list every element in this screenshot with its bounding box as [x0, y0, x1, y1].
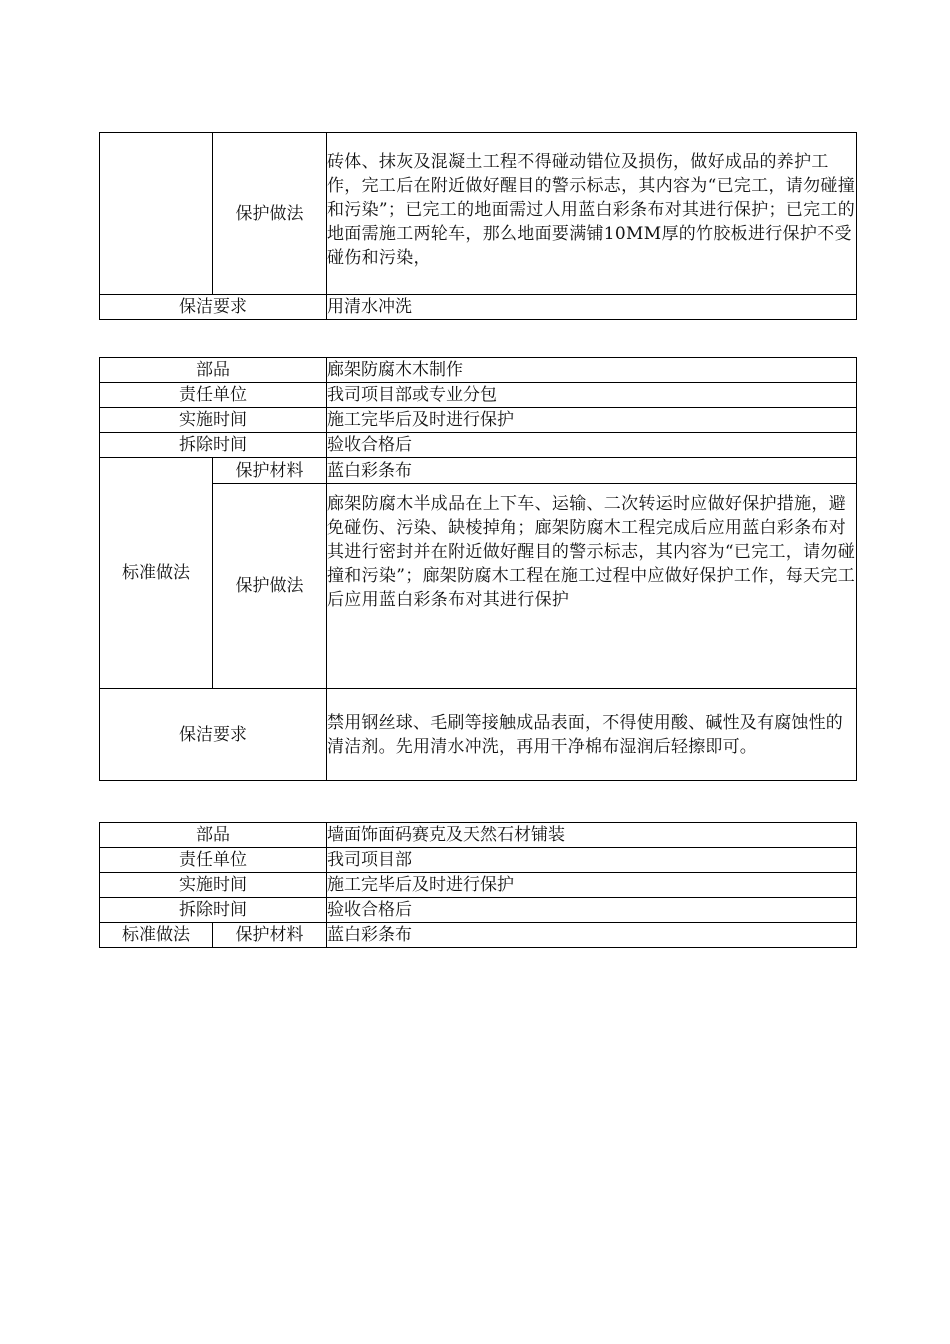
table-row — [100, 923, 857, 948]
table-row — [100, 383, 857, 408]
table-row — [100, 433, 857, 458]
item-value: 廊架防腐木木制作 — [327, 358, 857, 383]
table-row — [100, 848, 857, 873]
protection-method-text: 砖体、抹灰及混凝土工程不得碰动错位及损伤，做好成品的养护工作，完工后在附近做好醒目的警示标志，其内容为“已完工，请勿碰撞和污染”；已完工的地面需过人用蓝白彩条布对其进行保护；已完工的地面需施工两轮车，那么地面要满铺10MM厚的竹胶板进行保护不受碰伤和污染， — [327, 133, 857, 295]
table-row — [100, 689, 857, 781]
responsible-unit-label: 责任单位 — [100, 848, 327, 873]
table-row — [100, 484, 857, 689]
cleaning-requirement-text: 用清水冲洗 — [327, 295, 857, 320]
implementation-time-label: 实施时间 — [100, 873, 327, 898]
protection-material-value: 蓝白彩条布 — [327, 923, 857, 948]
table-row — [100, 408, 857, 433]
protection-table-continued — [99, 132, 857, 320]
cleaning-requirement-label: 保洁要求 — [100, 689, 327, 781]
removal-time-label: 拆除时间 — [100, 898, 327, 923]
wall-mosaic-stone-table — [99, 822, 857, 948]
removal-time-value: 验收合格后 — [327, 433, 857, 458]
item-label: 部品 — [100, 823, 327, 848]
implementation-time-value: 施工完毕后及时进行保护 — [327, 873, 857, 898]
protection-material-value: 蓝白彩条布 — [327, 458, 857, 484]
empty-category-cell — [100, 133, 213, 295]
table-row — [100, 873, 857, 898]
protection-material-label: 保护材料 — [213, 458, 327, 484]
responsible-unit-value: 我司项目部或专业分包 — [327, 383, 857, 408]
table-row — [100, 358, 857, 383]
responsible-unit-label: 责任单位 — [100, 383, 327, 408]
cleaning-requirement-label: 保洁要求 — [100, 295, 327, 320]
table-row — [100, 458, 857, 484]
corridor-wood-table — [99, 357, 857, 781]
table-row — [100, 823, 857, 848]
protection-method-label: 保护做法 — [213, 133, 327, 295]
standard-practice-label: 标准做法 — [100, 458, 213, 689]
removal-time-value: 验收合格后 — [327, 898, 857, 923]
table-row — [100, 295, 857, 320]
responsible-unit-value: 我司项目部 — [327, 848, 857, 873]
item-label: 部品 — [100, 358, 327, 383]
protection-method-text: 廊架防腐木半成品在上下车、运输、二次转运时应做好保护措施，避免碰伤、污染、缺棱掉角；廊架防腐木工程完成后应用蓝白彩条布对其进行密封并在附近做好醒目的警示标志，其内容为“已完工，请勿碰撞和污染”；廊架防腐木工程在施工过程中应做好保护工作，每天完工后应用蓝白彩条布对其进行保护 — [327, 484, 857, 689]
item-value: 墙面饰面码赛克及天然石材铺装 — [327, 823, 857, 848]
implementation-time-label: 实施时间 — [100, 408, 327, 433]
table-row — [100, 898, 857, 923]
table-row — [100, 133, 857, 295]
protection-material-label: 保护材料 — [213, 923, 327, 948]
cleaning-requirement-text: 禁用钢丝球、毛刷等接触成品表面，不得使用酸、碱性及有腐蚀性的清洁剂。先用清水冲洗，再用干净棉布湿润后轻擦即可。 — [327, 689, 857, 781]
standard-practice-label: 标准做法 — [100, 923, 213, 948]
protection-method-label: 保护做法 — [213, 484, 327, 689]
implementation-time-value: 施工完毕后及时进行保护 — [327, 408, 857, 433]
removal-time-label: 拆除时间 — [100, 433, 327, 458]
